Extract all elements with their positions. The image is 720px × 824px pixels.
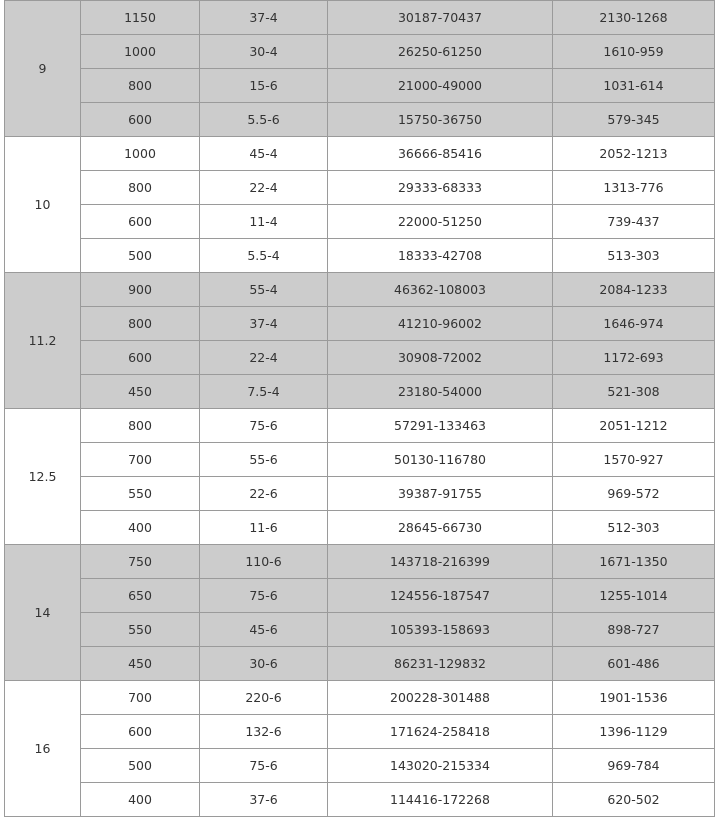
capacity-cell: 114416-172268	[328, 783, 553, 817]
capacity-cell: 86231-129832	[328, 647, 553, 681]
power-cell: 22-4	[200, 341, 328, 375]
value-cell: 2130-1268	[553, 1, 715, 35]
speed-cell: 800	[81, 409, 200, 443]
table-row	[5, 477, 715, 511]
capacity-cell: 29333-68333	[328, 171, 553, 205]
table-row	[5, 239, 715, 273]
power-cell: 55-6	[200, 443, 328, 477]
speed-cell: 800	[81, 69, 200, 103]
power-cell: 45-6	[200, 613, 328, 647]
power-cell: 37-4	[200, 1, 328, 35]
group-label-cell: 11.2	[5, 273, 81, 409]
capacity-cell: 21000-49000	[328, 69, 553, 103]
value-cell: 512-303	[553, 511, 715, 545]
table-row	[5, 205, 715, 239]
power-cell: 75-6	[200, 409, 328, 443]
power-cell: 45-4	[200, 137, 328, 171]
capacity-cell: 57291-133463	[328, 409, 553, 443]
speed-cell: 400	[81, 783, 200, 817]
speed-cell: 450	[81, 375, 200, 409]
table-row	[5, 715, 715, 749]
speed-cell: 450	[81, 647, 200, 681]
table-row	[5, 273, 715, 307]
capacity-cell: 124556-187547	[328, 579, 553, 613]
table-row	[5, 443, 715, 477]
speed-cell: 600	[81, 715, 200, 749]
table-row	[5, 511, 715, 545]
capacity-cell: 22000-51250	[328, 205, 553, 239]
value-cell: 1671-1350	[553, 545, 715, 579]
value-cell: 1255-1014	[553, 579, 715, 613]
speed-cell: 600	[81, 205, 200, 239]
power-cell: 55-4	[200, 273, 328, 307]
value-cell: 969-572	[553, 477, 715, 511]
speed-cell: 750	[81, 545, 200, 579]
table-row	[5, 103, 715, 137]
power-cell: 5.5-6	[200, 103, 328, 137]
group-label-cell: 12.5	[5, 409, 81, 545]
table-row	[5, 1, 715, 35]
speed-cell: 1000	[81, 137, 200, 171]
speed-cell: 1000	[81, 35, 200, 69]
table-row	[5, 647, 715, 681]
table-row	[5, 783, 715, 817]
table-row	[5, 171, 715, 205]
speed-cell: 1150	[81, 1, 200, 35]
speed-cell: 600	[81, 103, 200, 137]
capacity-cell: 50130-116780	[328, 443, 553, 477]
value-cell: 521-308	[553, 375, 715, 409]
capacity-cell: 30187-70437	[328, 1, 553, 35]
capacity-cell: 28645-66730	[328, 511, 553, 545]
table-row	[5, 375, 715, 409]
power-cell: 22-6	[200, 477, 328, 511]
power-cell: 132-6	[200, 715, 328, 749]
table-row	[5, 35, 715, 69]
power-cell: 5.5-4	[200, 239, 328, 273]
value-cell: 1031-614	[553, 69, 715, 103]
speed-cell: 800	[81, 307, 200, 341]
table-row	[5, 749, 715, 783]
value-cell: 1396-1129	[553, 715, 715, 749]
capacity-cell: 171624-258418	[328, 715, 553, 749]
capacity-cell: 143020-215334	[328, 749, 553, 783]
value-cell: 579-345	[553, 103, 715, 137]
speed-cell: 700	[81, 443, 200, 477]
speed-cell: 600	[81, 341, 200, 375]
value-cell: 1570-927	[553, 443, 715, 477]
value-cell: 513-303	[553, 239, 715, 273]
value-cell: 969-784	[553, 749, 715, 783]
capacity-cell: 39387-91755	[328, 477, 553, 511]
capacity-cell: 46362-108003	[328, 273, 553, 307]
capacity-cell: 105393-158693	[328, 613, 553, 647]
table-row	[5, 307, 715, 341]
power-cell: 30-6	[200, 647, 328, 681]
value-cell: 1646-974	[553, 307, 715, 341]
value-cell: 1313-776	[553, 171, 715, 205]
speed-cell: 650	[81, 579, 200, 613]
speed-cell: 800	[81, 171, 200, 205]
capacity-cell: 30908-72002	[328, 341, 553, 375]
power-cell: 220-6	[200, 681, 328, 715]
group-label-cell: 14	[5, 545, 81, 681]
value-cell: 2052-1213	[553, 137, 715, 171]
power-cell: 30-4	[200, 35, 328, 69]
value-cell: 739-437	[553, 205, 715, 239]
power-cell: 37-4	[200, 307, 328, 341]
speed-cell: 550	[81, 613, 200, 647]
speed-cell: 400	[81, 511, 200, 545]
power-cell: 11-4	[200, 205, 328, 239]
value-cell: 2084-1233	[553, 273, 715, 307]
spec-table	[4, 0, 715, 817]
spec-table-body	[5, 1, 715, 817]
value-cell: 1172-693	[553, 341, 715, 375]
value-cell: 1901-1536	[553, 681, 715, 715]
speed-cell: 900	[81, 273, 200, 307]
power-cell: 37-6	[200, 783, 328, 817]
capacity-cell: 200228-301488	[328, 681, 553, 715]
table-row	[5, 137, 715, 171]
power-cell: 110-6	[200, 545, 328, 579]
capacity-cell: 36666-85416	[328, 137, 553, 171]
table-row	[5, 613, 715, 647]
group-label-cell: 9	[5, 1, 81, 137]
speed-cell: 700	[81, 681, 200, 715]
capacity-cell: 18333-42708	[328, 239, 553, 273]
table-row	[5, 579, 715, 613]
group-label-cell: 10	[5, 137, 81, 273]
power-cell: 22-4	[200, 171, 328, 205]
capacity-cell: 15750-36750	[328, 103, 553, 137]
value-cell: 601-486	[553, 647, 715, 681]
value-cell: 620-502	[553, 783, 715, 817]
value-cell: 2051-1212	[553, 409, 715, 443]
speed-cell: 550	[81, 477, 200, 511]
table-row	[5, 545, 715, 579]
table-row	[5, 341, 715, 375]
power-cell: 11-6	[200, 511, 328, 545]
power-cell: 75-6	[200, 749, 328, 783]
group-label-cell: 16	[5, 681, 81, 817]
power-cell: 75-6	[200, 579, 328, 613]
speed-cell: 500	[81, 239, 200, 273]
table-row	[5, 409, 715, 443]
capacity-cell: 143718-216399	[328, 545, 553, 579]
power-cell: 15-6	[200, 69, 328, 103]
value-cell: 1610-959	[553, 35, 715, 69]
capacity-cell: 26250-61250	[328, 35, 553, 69]
table-row	[5, 69, 715, 103]
table-row	[5, 681, 715, 715]
power-cell: 7.5-4	[200, 375, 328, 409]
capacity-cell: 41210-96002	[328, 307, 553, 341]
capacity-cell: 23180-54000	[328, 375, 553, 409]
value-cell: 898-727	[553, 613, 715, 647]
speed-cell: 500	[81, 749, 200, 783]
